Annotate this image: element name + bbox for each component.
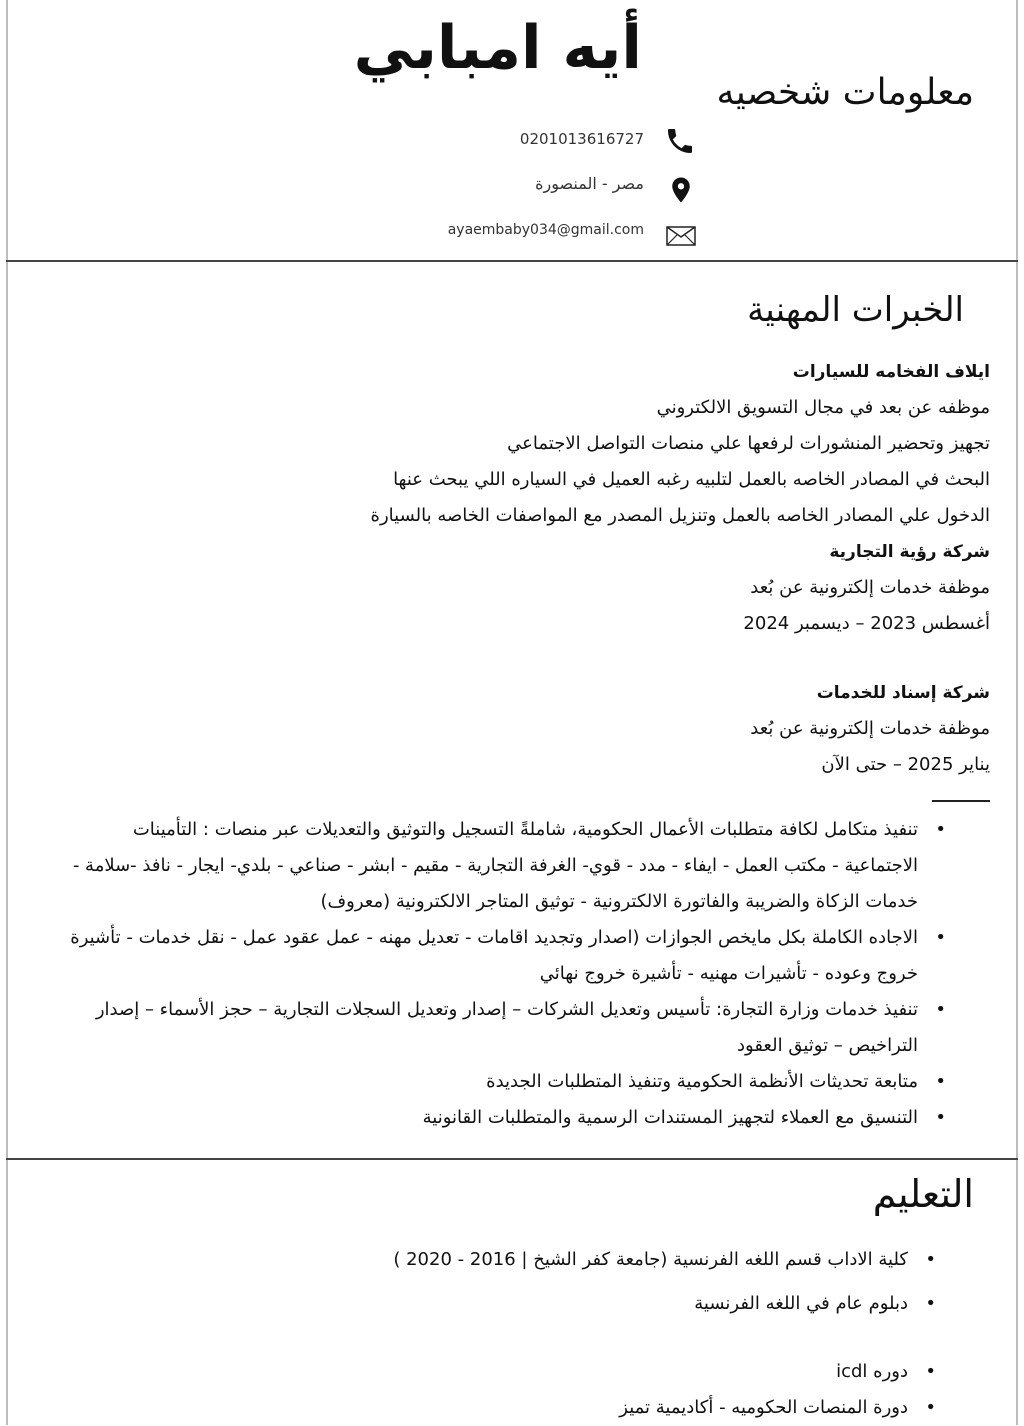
list-item: • دورة المنصات الحكوميه - أكاديمية تميز <box>246 1390 946 1426</box>
envelope-icon <box>666 226 696 246</box>
list-item: • دوره icdl <box>246 1354 946 1390</box>
company-name: شركة إسناد للخدمات <box>816 683 990 703</box>
list-item: • تنفيذ خدمات وزارة التجارة: تأسيس وتعديل الشركات – إصدار وتعديل السجلات التجارية – حجز الأسماء – إصدار التراخيص – توثيق العقود <box>56 992 956 1064</box>
job-line: موظفه عن بعد في مجال التسويق الالكتروني <box>656 397 990 418</box>
phone-icon <box>664 124 696 158</box>
header-divider <box>6 260 1018 262</box>
job-dates: يناير 2025 – حتى الآن <box>821 754 990 775</box>
job-line: الدخول علي المصادر الخاصه بالعمل وتنزيل المصدر مع المواصفات الخاصه بالسيارة <box>370 505 990 526</box>
email-text: ayaembaby034@gmail.com <box>447 222 644 238</box>
list-item: • متابعة تحديثات الأنظمة الحكومية وتنفيذ المتطلبات الجديدة <box>56 1064 956 1100</box>
short-divider <box>932 800 990 802</box>
list-item: • تنفيذ متكامل لكافة متطلبات الأعمال الحكومية، شاملةً التسجيل والتوثيق والتعديلات عبر منصات : التأمينات الاجتماعية - مكتب العمل - ايفاء - مدد - قوي- الغرفة التجارية - مقيم - ابشر - صناعي - بلدي- ايجار - نافذ -سلامة - خدمات الزكاة والضريبة والفاتورة الالكترونية - توثيق المتاجر الالكترونية (معروف) <box>56 812 956 920</box>
page-border-right <box>1016 0 1018 1425</box>
education-list <box>246 1242 946 1426</box>
experience-title: الخبرات المهنية <box>747 290 964 330</box>
job-dates: أغسطس 2023 – ديسمبر 2024 <box>743 613 990 634</box>
location-text: مصر - المنصورة <box>535 174 644 193</box>
page-border-left <box>6 0 8 1425</box>
education-title: التعليم <box>872 1172 974 1216</box>
list-item: • دبلوم عام في اللغه الفرنسية <box>246 1286 946 1322</box>
phone-text: 0201013616727 <box>519 130 644 148</box>
location-pin-icon <box>666 172 696 208</box>
list-item: • الاجاده الكاملة بكل مايخص الجوازات (اصدار وتجديد اقامات - تعديل مهنه - عمل عقود عمل - نقل خدمات - تأشيرة خروج وعوده - تأشيرات مهنيه - تأشيرة خروج نهائي <box>56 920 956 992</box>
job-title: موظفة خدمات إلكترونية عن بُعد <box>750 577 990 598</box>
company-name: ايلاف الفخامه للسيارات <box>792 362 990 382</box>
list-item: • التنسيق مع العملاء لتجهيز المستندات الرسمية والمتطلبات القانونية <box>56 1100 956 1136</box>
company-ilaf <box>290 354 990 642</box>
job-line: تجهيز وتحضير المنشورات لرفعها علي منصات التواصل الاجتماعي <box>507 433 990 454</box>
personal-info-title: معلومات شخصيه <box>716 72 974 113</box>
person-name: أيه امبابي <box>353 13 642 83</box>
company-isnad <box>290 675 990 783</box>
job-line: البحث في المصادر الخاصه بالعمل لتلبيه رغبه العميل في السياره اللي يبحث عنها <box>393 469 990 490</box>
experience-divider <box>6 1158 1018 1160</box>
duties-list <box>56 812 956 1136</box>
list-item: • كلية الاداب قسم اللغه الفرنسية (جامعة كفر الشيخ | 2016 - 2020 ) <box>246 1242 946 1278</box>
company-name: شركة رؤية التجارية <box>829 542 990 562</box>
job-title: موظفة خدمات إلكترونية عن بُعد <box>750 718 990 739</box>
